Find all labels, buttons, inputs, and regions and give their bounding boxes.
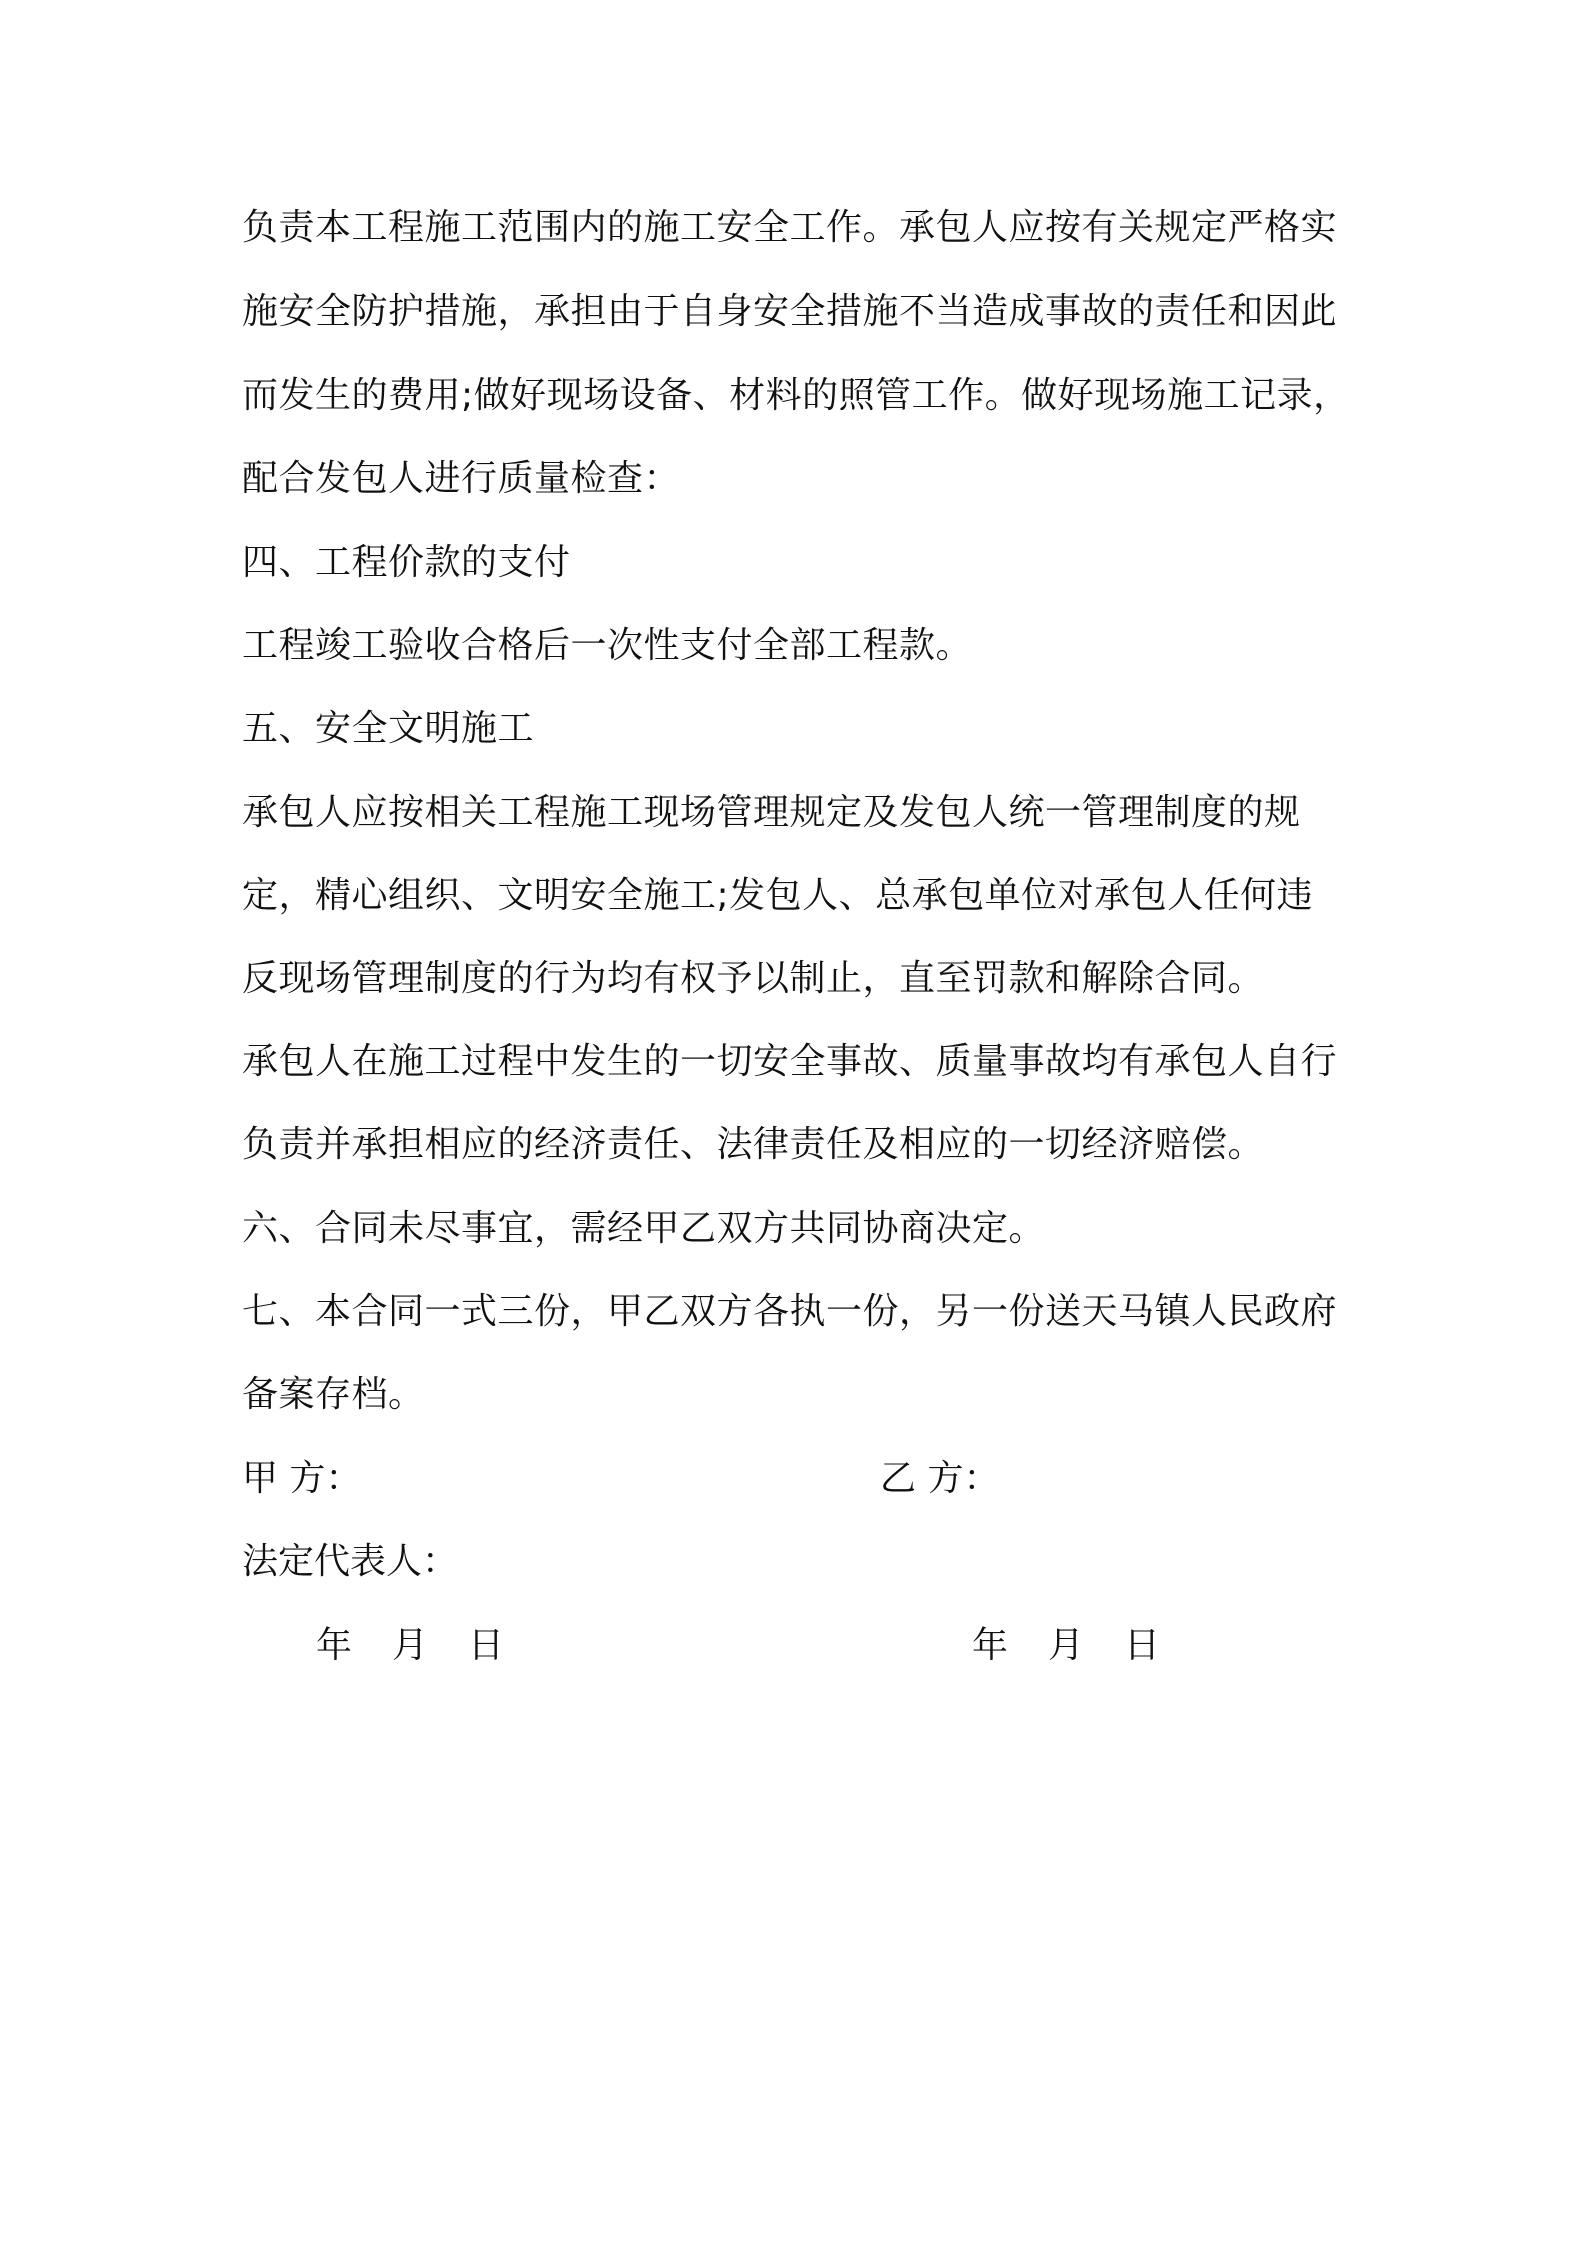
- date-b-day: 日: [1124, 1625, 1161, 1666]
- date-b-year: 年: [972, 1625, 1009, 1666]
- date-b-month: 月: [1048, 1625, 1085, 1666]
- body-line: 承包人应按相关工程施工现场管理规定及发包人统一管理制度的规: [242, 792, 1301, 833]
- date-a-month: 月: [392, 1625, 429, 1666]
- clause-six: 六、合同未尽事宜，需经甲乙双方共同协商决定。: [242, 1208, 1046, 1249]
- body-line: 配合发包人进行质量检查：: [242, 458, 681, 499]
- body-line: 承包人在施工过程中发生的一切安全事故、质量事故均有承包人自行: [242, 1041, 1338, 1082]
- body-line: 备案存档。: [242, 1374, 425, 1415]
- body-line: 反现场管理制度的行为均有权予以制止，直至罚款和解除合同。: [242, 958, 1265, 999]
- body-line: 而发生的费用;做好现场设备、材料的照管工作。做好现场施工记录，: [242, 375, 1350, 416]
- party-a-label: 甲 方：: [242, 1458, 362, 1499]
- legal-representative-label: 法定代表人：: [242, 1541, 459, 1582]
- party-b-label: 乙 方：: [880, 1458, 1000, 1499]
- clause-seven: 七、本合同一式三份，甲乙双方各执一份，另一份送天马镇人民政府: [242, 1291, 1338, 1332]
- section-heading: 五、安全文明施工: [242, 708, 535, 749]
- body-line: 负责本工程施工范围内的施工安全工作。承包人应按有关规定严格实: [242, 207, 1338, 248]
- body-line: 定，精心组织、文明安全施工;发包人、总承包单位对承包人任何违: [242, 875, 1314, 916]
- date-a-year: 年: [316, 1625, 353, 1666]
- body-line: 负责并承担相应的经济责任、法律责任及相应的一切经济赔偿。: [242, 1124, 1265, 1165]
- section-heading: 四、工程价款的支付: [242, 542, 571, 583]
- body-line: 工程竣工验收合格后一次性支付全部工程款。: [242, 625, 973, 666]
- body-line: 施安全防护措施，承担由于自身安全措施不当造成事故的责任和因此: [242, 291, 1338, 332]
- date-a-day: 日: [468, 1625, 505, 1666]
